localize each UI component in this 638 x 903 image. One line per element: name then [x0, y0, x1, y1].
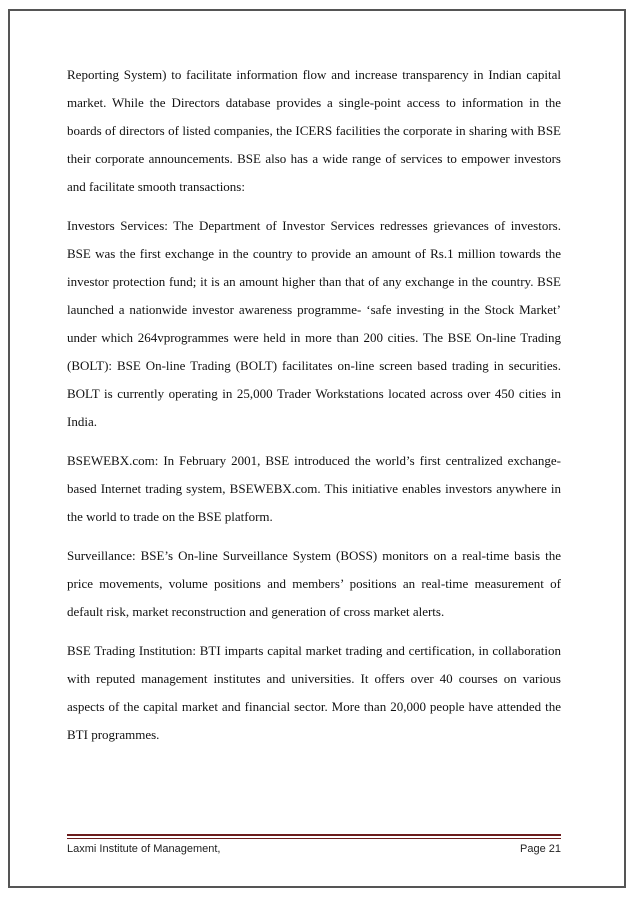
paragraph-trading-institution: BSE Trading Institution: BTI imparts capital market trading and certification, in collaboration with reputed management institutes and universities. It offers over 40 courses on various aspects of the capital market and financial sector. More than 20,000 people have attended the BTI programmes. — [67, 643, 561, 742]
paragraph-surveillance: Surveillance: BSE’s On-line Surveillance System (BOSS) monitors on a real-time basis the price movements, volume positions and members’ positions an real-time measurement of default risk, market reconstruction and generation of cross market alerts. — [67, 548, 561, 619]
footer-rule-thin — [67, 838, 561, 839]
document-body — [67, 61, 561, 760]
footer-rule-thick — [67, 834, 561, 836]
paragraph-bsewebx: BSEWEBX.com: In February 2001, BSE introduced the world’s first centralized exchange-based Internet trading system, BSEWEBX.com. This initiative enables investors anywhere in the world to trade on the BSE platform. — [67, 453, 561, 524]
footer-page-number: Page 21 — [520, 843, 561, 855]
paragraph-investor-services: Investors Services: The Department of Investor Services redresses grievances of investors. BSE was the first exchange in the country to provide an amount of Rs.1 million towards the investor protection fund; it is an amount higher than that of any exchange in the country. BSE launched a nationwide investor awareness programme- ‘safe investing in the Stock Market’ under which 264vprogrammes were held in more than 200 cities. The BSE On-line Trading (BOLT): BSE On-line Trading (BOLT) facilitates on-line screen based trading in securities. BOLT is currently operating in 25,000 Trader Workstations located across over 450 cities in India. — [67, 218, 561, 429]
paragraph-reporting-system: Reporting System) to facilitate information flow and increase transparency in Indian capital market. While the Directors database provides a single-point access to information in the boards of directors of listed companies, the ICERS facilities the corporate in sharing with BSE their corporate announcements. BSE also has a wide range of services to empower investors and facilitate smooth transactions: — [67, 67, 561, 194]
page-footer — [67, 843, 561, 855]
footer-institution: Laxmi Institute of Management, — [67, 843, 221, 855]
